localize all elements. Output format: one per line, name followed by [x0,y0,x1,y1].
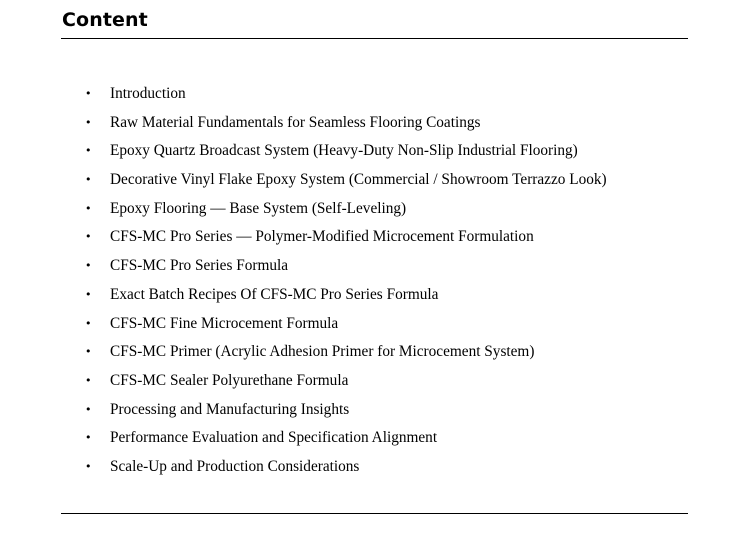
bullet-icon: • [85,173,92,187]
heading-divider [61,38,688,39]
toc-item-label: Epoxy Flooring — Base System (Self-Leveling) [110,199,407,217]
bullet-icon: • [85,373,92,387]
bullet-icon: • [85,287,92,301]
bullet-icon: • [85,459,92,473]
footer-divider [61,513,688,514]
bullet-icon: • [85,87,92,100]
bullet-icon: • [85,144,92,158]
bullet-icon: • [85,345,92,359]
toc-item-label: CFS-MC Pro Series — Polymer-Modified Microcement Formulation [110,228,534,246]
toc-item-label: Decorative Vinyl Flake Epoxy System (Commercial / Showroom Terrazzo Look) [110,171,607,189]
bullet-icon: • [85,259,92,273]
toc-item-label: Exact Batch Recipes Of CFS-MC Pro Series Formula [110,285,439,303]
toc-item-label: CFS-MC Pro Series Formula [110,257,289,275]
toc-item-label: Epoxy Quartz Broadcast System (Heavy-Duty Non-Slip Industrial Flooring) [110,142,578,160]
bullet-icon: • [85,402,92,416]
toc-item-label: Processing and Manufacturing Insights [110,400,350,418]
bullet-icon: • [85,201,92,215]
toc-item-label: Raw Material Fundamentals for Seamless Flooring Coatings [110,113,481,131]
toc-item-label: CFS-MC Fine Microcement Formula [110,314,339,332]
toc-item-label: Performance Evaluation and Specification Alignment [110,429,438,447]
toc-item-label: Introduction [110,85,186,102]
toc-item-label: Scale-Up and Production Considerations [110,457,360,475]
bullet-icon: • [85,230,92,244]
page-title: Content [62,9,148,31]
toc-item-label: CFS-MC Sealer Polyurethane Formula [110,371,349,389]
bullet-icon: • [85,316,92,330]
bullet-icon: • [85,431,92,445]
toc-item-label: CFS-MC Primer (Acrylic Adhesion Primer for Microcement System) [110,343,535,361]
bullet-icon: • [85,115,92,129]
